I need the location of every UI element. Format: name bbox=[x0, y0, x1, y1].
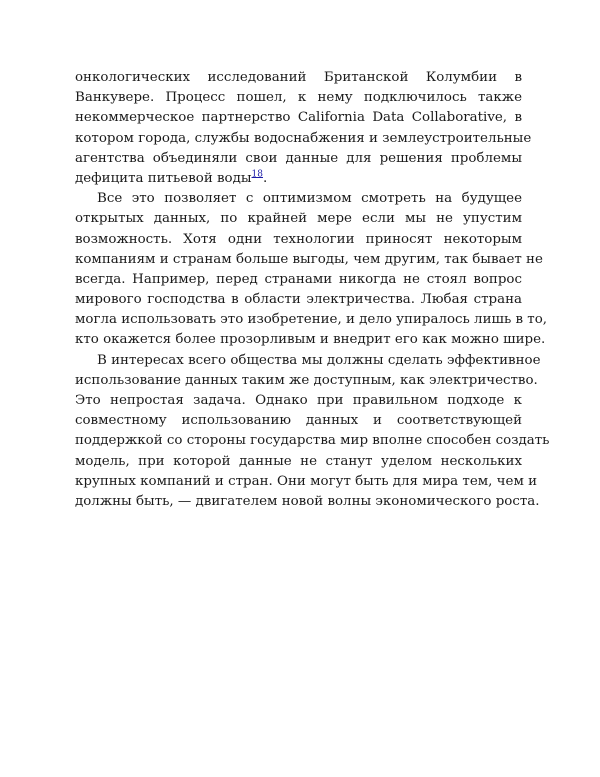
text-line: совместному использованию данных и соответствующей bbox=[75, 413, 522, 429]
text-line: В интересах всего общества мы должны сделать эффективное bbox=[97, 352, 541, 368]
text-line: открытых данных, по крайней мере если мы не упустим bbox=[75, 211, 522, 227]
paragraph-1 bbox=[75, 68, 532, 189]
text-line: Ванкувере. Процесс пошел, к нему подключилось также bbox=[75, 90, 522, 106]
document-page bbox=[75, 68, 550, 512]
text-line: мирового господства в области электричества. Любая страна bbox=[75, 292, 522, 308]
paragraph-2 bbox=[75, 189, 548, 351]
text-fragment: . bbox=[262, 170, 268, 186]
text-line: компаниям и странам больше выгоды, чем другим, так бывает не bbox=[75, 251, 543, 267]
text-line: котором города, службы водоснабжения и землеустроительные bbox=[75, 130, 532, 146]
text-line: могла использовать это изобретение, и дело упиралось лишь в то, bbox=[75, 312, 548, 328]
text-line bbox=[75, 169, 522, 189]
footnote-link[interactable]: 18 bbox=[251, 169, 263, 180]
text-line: кто окажется более прозорливым и внедрит его как можно шире. bbox=[75, 332, 546, 348]
text-line: возможность. Хотя одни технологии приносят некоторым bbox=[75, 231, 522, 247]
text-fragment: дефицита питьевой воды bbox=[75, 170, 252, 186]
paragraph-3 bbox=[75, 351, 550, 513]
text-line: использование данных таким же доступным, как электричество. bbox=[75, 372, 538, 388]
text-line: должны быть, — двигателем новой волны экономического роста. bbox=[75, 493, 540, 509]
text-line: онкологических исследований Британской Колумбии в bbox=[75, 70, 522, 85]
text-line: модель, при которой данные не станут уделом нескольких bbox=[75, 453, 522, 469]
text-line: поддержкой со стороны государства мир вполне способен создать bbox=[75, 433, 550, 449]
text-line: агентства объединяли свои данные для решения проблемы bbox=[75, 150, 522, 166]
text-line: всегда. Например, перед странами никогда не стоял вопрос bbox=[75, 271, 522, 287]
text-line: Это непростая задача. Однако при правильном подходе к bbox=[75, 393, 522, 408]
text-line: Все это позволяет с оптимизмом смотреть на будущее bbox=[97, 191, 522, 207]
text-line: некоммерческое партнерство California Data Collaborative, в bbox=[75, 110, 522, 126]
text-line: крупных компаний и стран. Они могут быть для мира тем, чем и bbox=[75, 473, 538, 489]
